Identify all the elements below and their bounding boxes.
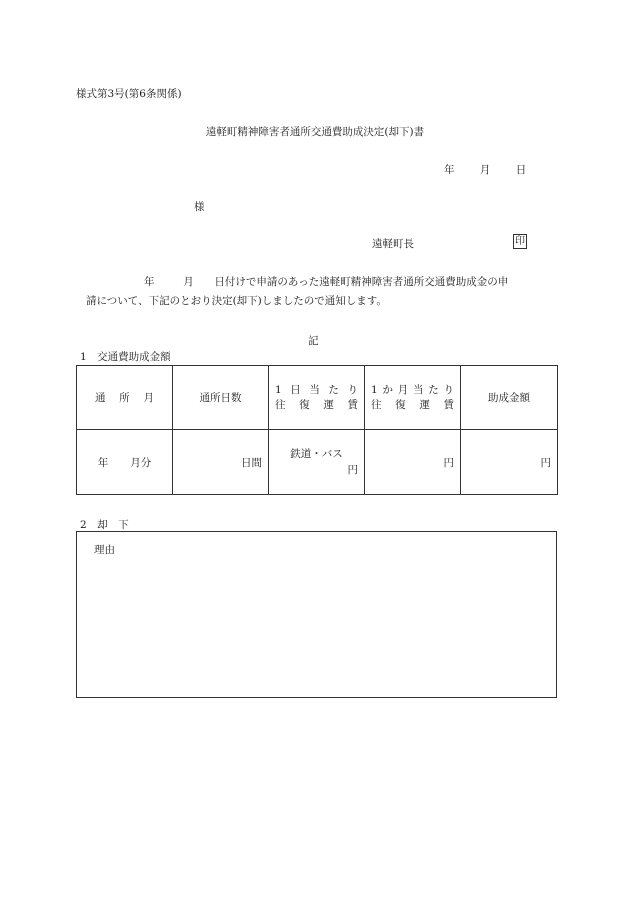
body-year: 年: [144, 276, 155, 288]
issuer-name: 遠軽町長: [372, 238, 414, 250]
header-month: 通 所 月: [77, 366, 173, 430]
date-year: 年: [444, 164, 455, 176]
cell-daily-fare: 鉄道・バス 円: [269, 430, 365, 495]
grant-table-header: [77, 366, 558, 430]
notice-body: [86, 273, 556, 311]
header-days: 通所日数: [173, 366, 269, 430]
body-month: 月: [183, 276, 194, 288]
grant-table: [76, 365, 558, 495]
reason-label: 理由: [94, 544, 115, 556]
date-day: 日: [515, 164, 527, 176]
recipient-suffix: 様: [194, 201, 205, 213]
section2-heading: 2 却 下: [80, 519, 129, 531]
reason-box: [76, 531, 557, 698]
cell-month: 年 月分: [77, 430, 173, 495]
seal-stamp: 印: [515, 236, 525, 247]
date-month: 月: [479, 164, 491, 176]
cell-days: 日間: [173, 430, 269, 495]
cell-amount: 円: [461, 430, 558, 495]
section1-heading: 1 交通費助成金額: [80, 351, 171, 363]
issue-date: [444, 162, 526, 177]
body-text-line1: 日付けで申請のあった遠軽町精神障害者通所交通費助成金の申: [214, 276, 509, 288]
cell-monthly-fare: 円: [365, 430, 461, 495]
header-amount: 助成金額: [461, 366, 558, 430]
document-title: 遠軽町精神障害者通所交通費助成決定(却下)書: [205, 126, 425, 138]
grant-table-row: [77, 430, 558, 495]
body-text-line2: 請について、下記のとおり決定(却下)しましたので通知します。: [86, 295, 387, 307]
header-daily-fare: 1 日 当 た り 往 復 運 賃: [269, 366, 365, 430]
ki-heading: 記: [308, 335, 319, 347]
form-number: 様式第3号(第6条関係): [76, 88, 182, 100]
header-monthly-fare: 1 か 月 当 た り 往 復 運 賃: [365, 366, 461, 430]
